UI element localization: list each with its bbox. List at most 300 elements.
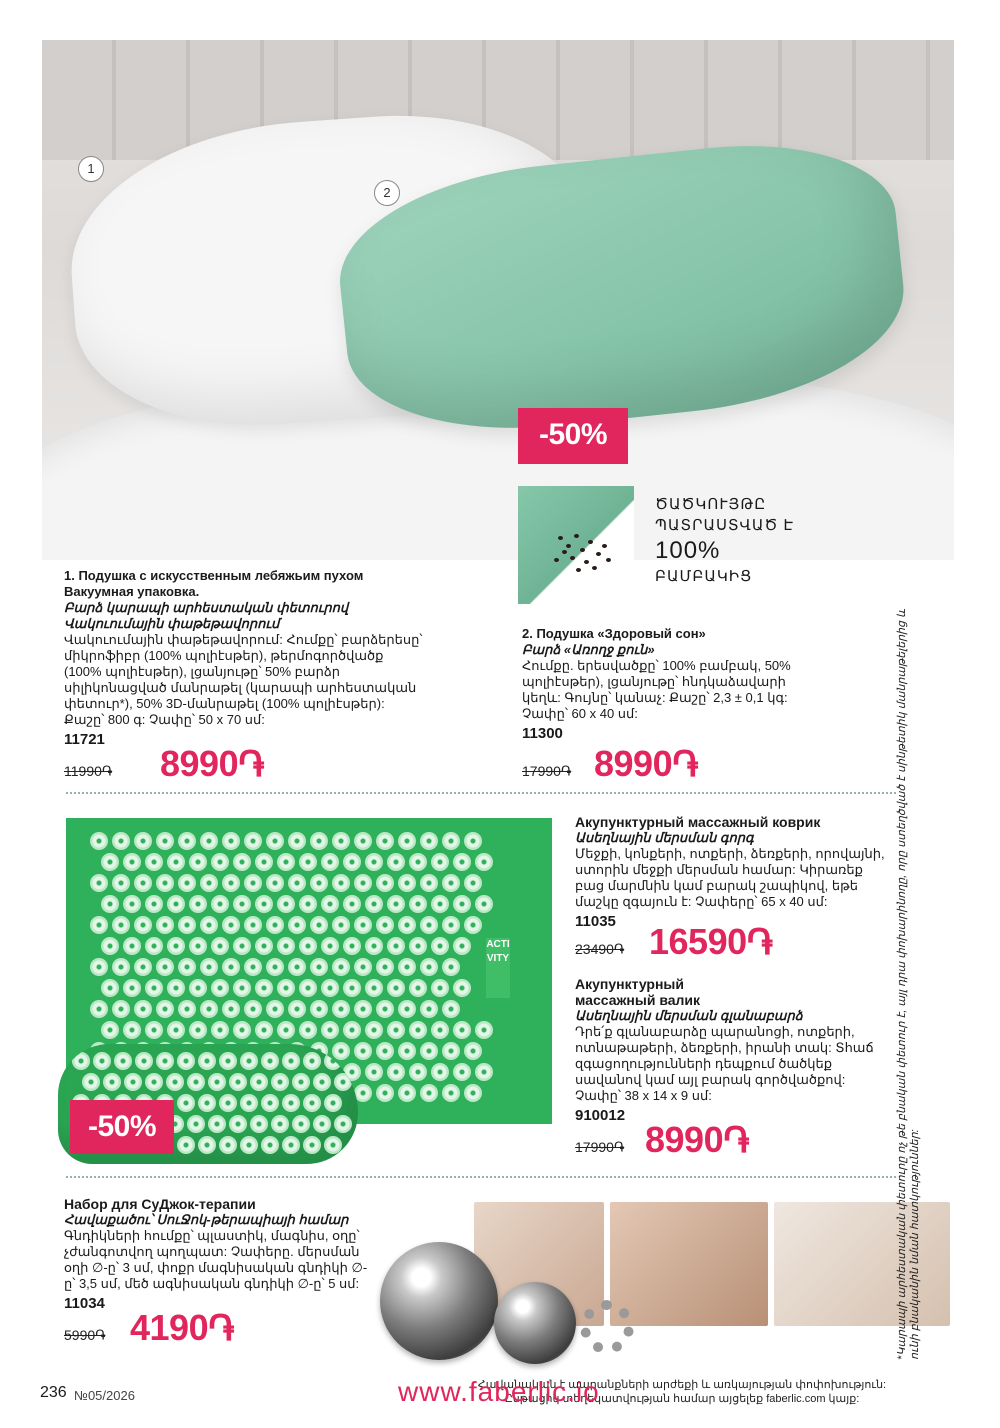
mat-spike-flower xyxy=(376,958,394,976)
product-3-code: 11035 xyxy=(575,913,616,930)
mat-spike-flower xyxy=(233,1021,251,1039)
mat-spike-flower xyxy=(134,916,152,934)
mat-spike-flower xyxy=(464,916,482,934)
roller-spike-flower xyxy=(240,1094,258,1112)
mat-spike-flower xyxy=(222,958,240,976)
roller-spike-flower xyxy=(271,1115,289,1133)
mat-spike-flower xyxy=(464,1084,482,1102)
mat-spike-flower xyxy=(398,958,416,976)
mat-spike-flower xyxy=(332,874,350,892)
mat-spike-flower xyxy=(398,916,416,934)
mat-spike-flower xyxy=(233,979,251,997)
mat-spike-flower xyxy=(365,979,383,997)
mat-spike-flower xyxy=(134,1000,152,1018)
mat-spike-flower xyxy=(420,1084,438,1102)
mat-spike-flower xyxy=(398,1000,416,1018)
roller-spike-flower xyxy=(250,1073,268,1091)
mat-spike-flower xyxy=(475,1021,493,1039)
product-4-title-ru-1: Акупунктурный xyxy=(575,976,684,992)
mat-spike-flower xyxy=(453,979,471,997)
mat-spike-flower xyxy=(167,1021,185,1039)
mat-spike-flower xyxy=(123,853,141,871)
massage-ring xyxy=(580,1300,634,1354)
mat-spike-flower xyxy=(277,937,295,955)
mat-spike-flower xyxy=(299,895,317,913)
mat-spike-flower xyxy=(431,937,449,955)
feature-percent: 100% xyxy=(655,537,721,564)
mat-spike-flower xyxy=(387,1063,405,1081)
mat-spike-flower xyxy=(189,979,207,997)
mat-spike-flower xyxy=(277,853,295,871)
mat-spike-flower xyxy=(288,874,306,892)
product-4-title-am: Ասեղնային մերսման գլանաբարձ xyxy=(575,1008,803,1023)
roller-spike-flower xyxy=(198,1052,216,1070)
mat-spike-flower xyxy=(244,832,262,850)
product-5-old-price: 5990֏ xyxy=(64,1327,106,1343)
mat-spike-flower xyxy=(255,979,273,997)
mat-spike-flower xyxy=(200,874,218,892)
roller-spike-flower xyxy=(135,1052,153,1070)
mat-spike-flower xyxy=(431,1021,449,1039)
mat-spike-flower xyxy=(255,1021,273,1039)
mat-spike-flower xyxy=(365,1063,383,1081)
mat-spike-flower xyxy=(310,1000,328,1018)
mat-spike-flower xyxy=(90,916,108,934)
mat-spike-flower xyxy=(332,916,350,934)
mat-spike-flower xyxy=(90,832,108,850)
mat-spike-flower xyxy=(376,832,394,850)
mat-spike-flower xyxy=(409,1063,427,1081)
mat-spike-flower xyxy=(145,853,163,871)
mat-spike-flower xyxy=(343,937,361,955)
mat-spike-flower xyxy=(244,1000,262,1018)
mat-spike-flower xyxy=(453,1021,471,1039)
small-massage-ball xyxy=(494,1282,576,1364)
mat-spike-flower xyxy=(376,916,394,934)
mat-spike-flower xyxy=(354,832,372,850)
mat-spike-flower xyxy=(453,1063,471,1081)
mat-spike-flower xyxy=(145,979,163,997)
product-5-description: Գնդիկների հումքը՝ պլաստիկ, մագնիս, օղը՝ չժանգոտվող պողպատ: Չափերը. մերսման օղի ∅-ը՝ 3 սմ, փոքր մագնիսական գնդիկի ∅-ը՝ 3,5 սմ, մեծ ագնիսական գնդիկի ∅-ը՝ 5 սմ: xyxy=(64,1228,368,1291)
product-1-code: 11721 xyxy=(64,731,105,748)
product-3-info xyxy=(575,814,885,930)
roller-spike-flower xyxy=(114,1052,132,1070)
product-3-title-ru: Акупунктурный массажный коврик xyxy=(575,814,821,830)
divider-2 xyxy=(66,1176,896,1178)
roller-spike-flower xyxy=(240,1052,258,1070)
product-1-price xyxy=(64,743,304,786)
mat-spike-flower xyxy=(376,1000,394,1018)
mat-spike-flower xyxy=(145,937,163,955)
mat-spike-flower xyxy=(332,958,350,976)
mat-spike-flower xyxy=(277,1021,295,1039)
product-2-old-price: 17990֏ xyxy=(522,763,572,779)
product-5-title-ru: Набор для СуДжок-терапии xyxy=(64,1196,256,1212)
mat-spike-flower xyxy=(398,874,416,892)
mat-spike-flower xyxy=(112,832,130,850)
roller-spike-flower xyxy=(93,1052,111,1070)
mat-spike-flower xyxy=(167,979,185,997)
mat-spike-flower xyxy=(255,853,273,871)
mat-spike-flower xyxy=(266,916,284,934)
mat-spike-flower xyxy=(156,832,174,850)
roller-spike-flower xyxy=(282,1052,300,1070)
mat-spike-flower xyxy=(101,1021,119,1039)
mat-spike-flower xyxy=(442,1000,460,1018)
divider-1 xyxy=(66,792,896,794)
mat-spike-flower xyxy=(420,958,438,976)
mat-spike-flower xyxy=(442,916,460,934)
roller-spike-flower xyxy=(282,1094,300,1112)
roller-spike-flower xyxy=(198,1094,216,1112)
mat-spike-flower xyxy=(420,916,438,934)
mat-spike-flower xyxy=(90,958,108,976)
marker-1: 1 xyxy=(78,156,104,182)
mat-spike-flower xyxy=(134,874,152,892)
mat-spike-flower xyxy=(321,979,339,997)
roller-spike-flower xyxy=(324,1136,342,1154)
mat-spike-flower xyxy=(431,979,449,997)
mat-spike-flower xyxy=(409,1021,427,1039)
mat-spike-flower xyxy=(123,895,141,913)
hero-pillows-photo xyxy=(42,40,954,560)
product-4-old-price: 17990֏ xyxy=(575,1139,625,1155)
feature-line-2: ՊԱՏՐԱՍՏՎԱԾ Է xyxy=(655,517,795,534)
discount-badge-mat: -50% xyxy=(70,1100,174,1154)
mat-spike-flower xyxy=(310,958,328,976)
mat-spike-flower xyxy=(420,1000,438,1018)
roller-spike-flower xyxy=(198,1136,216,1154)
mat-spike-flower xyxy=(244,958,262,976)
mat-spike-flower xyxy=(343,1021,361,1039)
mat-spike-flower xyxy=(431,1063,449,1081)
mat-spike-flower xyxy=(321,1021,339,1039)
mat-spike-flower xyxy=(475,895,493,913)
product-1-description: Վակուումային փաթեթավորում: Հումքը՝ բարձերեսը՝ միկրոֆիբր (100% պոլիէսթեր), թերմոգործվածք (100% պոլիէսթեր), լցանյութը՝ 50% բարձր սիլիկոնացված մանրաթել (կարապի արհեստական փետուր*), 50% 3D-մանրաթել (100% պոլիէսթեր): Քաշը՝ 800 գ: Չափը՝ 50 x 70 սմ: xyxy=(64,632,423,727)
roller-spike-flower xyxy=(292,1073,310,1091)
roller-spike-flower xyxy=(166,1073,184,1091)
buckwheat-filling-image xyxy=(518,486,634,604)
roller-spike-flower xyxy=(303,1094,321,1112)
product-4-title-ru-2: массажный валик xyxy=(575,992,701,1008)
mat-spike-flower xyxy=(200,832,218,850)
roller-spike-flower xyxy=(219,1094,237,1112)
mat-spike-flower xyxy=(211,937,229,955)
roller-spike-flower xyxy=(250,1115,268,1133)
mat-spike-flower xyxy=(321,937,339,955)
watermark-link[interactable]: www.faberlic.io xyxy=(398,1376,600,1407)
roller-spike-flower xyxy=(177,1136,195,1154)
roller-spike-flower xyxy=(208,1073,226,1091)
mat-spike-flower xyxy=(464,832,482,850)
roller-spike-flower xyxy=(103,1073,121,1091)
product-3-new-price: 16590֏ xyxy=(649,921,773,962)
roller-spike-flower xyxy=(187,1073,205,1091)
product-1-new-price: 8990֏ xyxy=(160,743,265,784)
mat-spike-flower xyxy=(442,874,460,892)
mat-spike-flower xyxy=(90,874,108,892)
mat-spike-flower xyxy=(189,853,207,871)
disclaimer-line-2: Ընթացիկ տեղեկատվության համար այցելեք faberlic.com կայք: xyxy=(504,1393,860,1405)
product-2-info xyxy=(522,626,822,742)
mat-spike-flower xyxy=(222,916,240,934)
mat-spike-flower xyxy=(189,937,207,955)
mat-spike-flower xyxy=(145,1021,163,1039)
mat-spike-flower xyxy=(431,853,449,871)
mat-spike-flower xyxy=(387,895,405,913)
mat-spike-flower xyxy=(288,958,306,976)
photo-palms-ball xyxy=(610,1202,768,1326)
mat-spike-flower xyxy=(409,937,427,955)
mat-spike-flower xyxy=(409,853,427,871)
mat-spike-flower xyxy=(376,1084,394,1102)
roller-spike-flower xyxy=(229,1073,247,1091)
product-2-new-price: 8990֏ xyxy=(594,743,699,784)
mat-spike-flower xyxy=(178,958,196,976)
mat-spike-flower xyxy=(376,1042,394,1060)
mat-spike-flower xyxy=(112,958,130,976)
product-5-info xyxy=(64,1196,374,1312)
product-3-description: Մեջքի, կոնքերի, ոտքերի, ձեռքերի, որովայնի, ստորին մեջքի մերսման համար: Կիրառեք բաց մարմնին կամ բարակ շապիկով, եթե մաշկը զգայուն է: Չափերը՝ 65 x 40 սմ: xyxy=(575,846,885,909)
mat-spike-flower xyxy=(310,874,328,892)
roller-spike-flower xyxy=(208,1115,226,1133)
roller-spike-flower xyxy=(229,1115,247,1133)
roller-spike-flower xyxy=(324,1094,342,1112)
mat-spike-flower xyxy=(156,874,174,892)
roller-spike-flower xyxy=(282,1136,300,1154)
mat-spike-flower xyxy=(288,1000,306,1018)
mat-spike-flower xyxy=(442,832,460,850)
roller-spike-flower xyxy=(313,1115,331,1133)
mat-spike-flower xyxy=(101,979,119,997)
mat-spike-flower xyxy=(409,979,427,997)
mat-spike-flower xyxy=(420,832,438,850)
mat-spike-flower xyxy=(189,895,207,913)
mat-spike-flower xyxy=(288,916,306,934)
page-number: 236 xyxy=(40,1384,67,1401)
mat-spike-flower xyxy=(266,1000,284,1018)
mat-spike-flower xyxy=(387,1021,405,1039)
product-3-title-am: Ասեղնային մերսման գորգ xyxy=(575,830,754,845)
mat-spike-flower xyxy=(90,1000,108,1018)
mat-spike-flower xyxy=(310,916,328,934)
roller-spike-flower xyxy=(82,1073,100,1091)
mat-spike-flower xyxy=(211,895,229,913)
roller-spike-flower xyxy=(145,1073,163,1091)
roller-spike-flower xyxy=(240,1136,258,1154)
product-2-code: 11300 xyxy=(522,725,563,742)
cotton-feature-text xyxy=(655,494,794,587)
mat-spike-flower xyxy=(442,1042,460,1060)
mat-spike-flower xyxy=(354,1000,372,1018)
mat-spike-flower xyxy=(112,916,130,934)
roller-spike-flower xyxy=(292,1115,310,1133)
mat-spike-flower xyxy=(365,853,383,871)
mat-spike-flower xyxy=(321,895,339,913)
mat-spike-flower xyxy=(376,874,394,892)
mat-spike-flower xyxy=(354,1042,372,1060)
mat-spike-flower xyxy=(299,979,317,997)
mat-spike-flower xyxy=(299,853,317,871)
mat-spike-flower xyxy=(123,937,141,955)
discount-badge-pillow: -50% xyxy=(518,408,628,464)
mat-spike-flower xyxy=(134,958,152,976)
mat-spike-flower xyxy=(420,1042,438,1060)
roller-spike-flower xyxy=(303,1136,321,1154)
mat-spike-flower xyxy=(233,937,251,955)
mat-spike-flower xyxy=(442,1084,460,1102)
mat-spike-flower xyxy=(200,958,218,976)
mat-spike-flower xyxy=(244,916,262,934)
product-5-price xyxy=(64,1307,284,1350)
mat-spike-flower xyxy=(431,895,449,913)
mat-spike-flower xyxy=(167,937,185,955)
roller-spike-flower xyxy=(177,1094,195,1112)
mat-spike-flower xyxy=(475,1063,493,1081)
product-1-old-price: 11990֏ xyxy=(64,763,113,779)
product-4-description: Դրե՛ք գլանաբարձը պարանոցի, ոտքերի, ոտնաթաթերի, ձեռքերի, իրանի տակ: Տհաճ զգացողությունների դեպքում ծածկեք սավանով կամ այլ բարակ գործվածքով: Չափը՝ 38 x 14 x 9 սմ: xyxy=(575,1024,874,1103)
mat-spike-flower xyxy=(255,937,273,955)
mat-spike-flower xyxy=(211,1021,229,1039)
product-1-title-ru: 1. Подушка с искусственным лебяжьим пухом Вакуумная упаковка. xyxy=(64,568,364,599)
mat-spike-flower xyxy=(409,895,427,913)
mat-spike-flower xyxy=(453,895,471,913)
product-2-title-ru: 2. Подушка «Здоровый сон» xyxy=(522,626,706,641)
marker-2: 2 xyxy=(374,180,400,206)
roller-spike-flower xyxy=(219,1052,237,1070)
roller-spike-flower xyxy=(334,1115,352,1133)
disclaimer-line-1: Հավանական է ապրանքների արժեքի և առկայության փոփոխություն: xyxy=(477,1379,887,1391)
roller-spike-flower xyxy=(271,1073,289,1091)
mat-spike-flower xyxy=(365,937,383,955)
mat-spike-flower xyxy=(387,979,405,997)
mat-spike-flower xyxy=(420,874,438,892)
product-2-price xyxy=(522,743,762,786)
mat-spike-flower xyxy=(123,1021,141,1039)
mat-spike-flower xyxy=(398,832,416,850)
mat-spike-flower xyxy=(475,853,493,871)
mat-spike-flower xyxy=(343,895,361,913)
mat-spike-flower xyxy=(288,832,306,850)
mat-spike-flower xyxy=(266,874,284,892)
feature-line-4: ԲԱՄԲԱԿԻՑ xyxy=(655,568,753,585)
mat-spike-flower xyxy=(189,1021,207,1039)
issue-number: №05/2026 xyxy=(74,1388,135,1403)
roller-spike-flower xyxy=(313,1073,331,1091)
mat-spike-flower xyxy=(101,937,119,955)
mat-spike-flower xyxy=(442,958,460,976)
mat-spike-flower xyxy=(453,853,471,871)
roller-spike-flower xyxy=(261,1136,279,1154)
mat-spike-flower xyxy=(101,895,119,913)
product-3-old-price: 23490֏ xyxy=(575,941,625,957)
mat-spike-flower xyxy=(200,1000,218,1018)
mat-logo: ACTI VITY xyxy=(486,938,510,998)
mat-spike-flower xyxy=(464,1042,482,1060)
product-5-title-am: Հավաքածու՝ ՍուՋոկ-թերապիայի համար xyxy=(64,1212,349,1227)
roller-spike-flower xyxy=(187,1115,205,1133)
product-5-code: 11034 xyxy=(64,1295,105,1312)
mat-spike-flower xyxy=(365,1021,383,1039)
mat-spike-flower xyxy=(277,979,295,997)
mat-spike-flower xyxy=(178,874,196,892)
roller-spike-flower xyxy=(324,1052,342,1070)
side-footnote: *Կարապի արհեստական փետուրը ոչ թե բնական փետուր է, այլ դրա փոխարինողը, որը ստեղծված է սինթետիկ մանրաթելերից և ունի բնականին նման հատկություններ: xyxy=(896,609,921,1360)
mat-spike-flower xyxy=(156,1000,174,1018)
mat-spike-flower xyxy=(178,832,196,850)
mat-spike-flower xyxy=(321,853,339,871)
product-2-title-am: Բարձ «Առողջ քուն» xyxy=(522,642,655,657)
mat-spike-flower xyxy=(365,895,383,913)
mat-spike-flower xyxy=(354,958,372,976)
mat-spike-flower xyxy=(123,979,141,997)
mat-spike-flower xyxy=(222,874,240,892)
mat-spike-flower xyxy=(134,832,152,850)
mat-spike-flower xyxy=(112,1000,130,1018)
mat-spike-flower xyxy=(343,979,361,997)
mat-spike-flower xyxy=(233,853,251,871)
mat-spike-flower xyxy=(277,895,295,913)
mat-spike-flower xyxy=(387,937,405,955)
mat-spike-flower xyxy=(266,958,284,976)
product-2-description: Հումքը. երեսվածքը՝ 100% բամբակ, 50% պոլիէսթեր), լցանյութը՝ հնդկաձավարի կեղև: Գույնը՝ կանաչ: Քաշը՝ 2,3 ± 0,1 կգ: Չափը՝ 60 x 40 սմ: xyxy=(522,658,791,721)
product-1-title-am-2: Վակուումային փաթեթավորում xyxy=(64,616,280,631)
mat-spike-flower xyxy=(299,937,317,955)
roller-spike-flower xyxy=(72,1052,90,1070)
roller-spike-flower xyxy=(334,1073,352,1091)
mat-spike-flower xyxy=(387,853,405,871)
roller-spike-flower xyxy=(261,1052,279,1070)
product-1-title-am-1: Բարձ կարապի արհեստական փետուրով xyxy=(64,600,349,615)
mat-spike-flower xyxy=(167,895,185,913)
feature-line-1: ԾԱԾԿՈՒՅԹԸ xyxy=(655,496,767,513)
mat-spike-flower xyxy=(167,853,185,871)
mat-spike-flower xyxy=(398,1042,416,1060)
product-4-new-price: 8990֏ xyxy=(645,1119,750,1160)
mat-spike-flower xyxy=(233,895,251,913)
mat-spike-flower xyxy=(310,832,328,850)
mat-spike-flower xyxy=(178,916,196,934)
mat-spike-flower xyxy=(101,853,119,871)
mat-spike-flower xyxy=(332,832,350,850)
roller-spike-flower xyxy=(177,1052,195,1070)
large-massage-ball xyxy=(380,1242,498,1360)
mat-spike-flower xyxy=(222,832,240,850)
product-1-info xyxy=(64,568,424,748)
roller-spike-flower xyxy=(261,1094,279,1112)
mat-spike-flower xyxy=(211,853,229,871)
mat-spike-flower xyxy=(211,979,229,997)
mat-spike-flower xyxy=(244,874,262,892)
roller-spike-flower xyxy=(219,1136,237,1154)
product-4-price xyxy=(575,1119,815,1162)
mat-spike-flower xyxy=(178,1000,196,1018)
mat-spike-flower xyxy=(343,853,361,871)
mat-spike-flower xyxy=(156,958,174,976)
mat-spike-flower xyxy=(156,916,174,934)
roller-spike-flower xyxy=(156,1052,174,1070)
mat-spike-flower xyxy=(299,1021,317,1039)
product-4-info xyxy=(575,976,885,1124)
mat-spike-flower xyxy=(266,832,284,850)
mat-spike-flower xyxy=(222,1000,240,1018)
mat-spike-flower xyxy=(398,1084,416,1102)
mat-spike-flower xyxy=(332,1000,350,1018)
mat-spike-flower xyxy=(464,874,482,892)
mat-spike-flower xyxy=(145,895,163,913)
product-5-new-price: 4190֏ xyxy=(130,1307,235,1348)
mat-spike-flower xyxy=(453,937,471,955)
